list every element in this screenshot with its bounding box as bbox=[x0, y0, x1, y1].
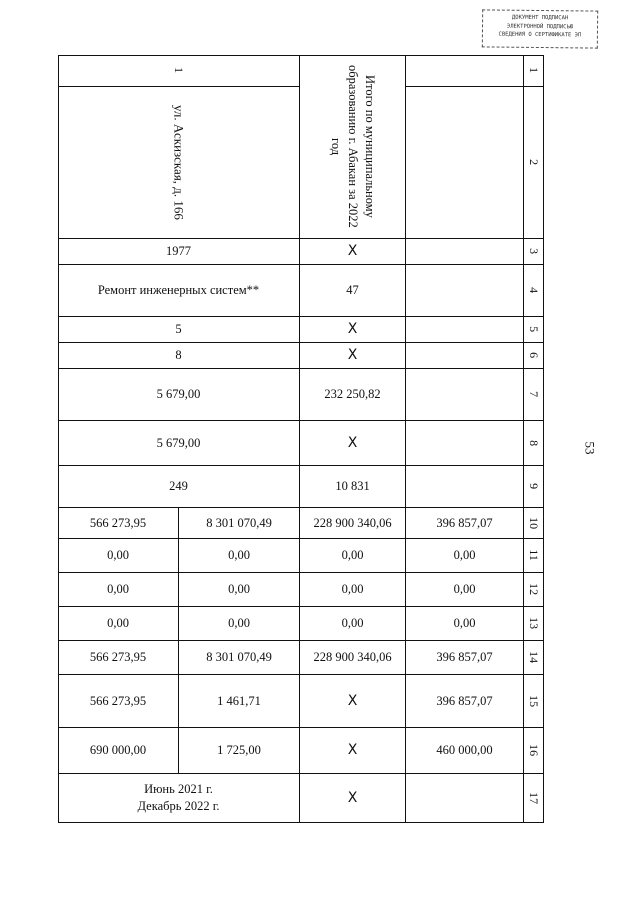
cell-extra: 460 000,00 bbox=[406, 728, 524, 774]
signature-stamp bbox=[482, 9, 598, 48]
cell-a: 690 000,00 bbox=[58, 728, 179, 774]
cell-a: 0,00 bbox=[58, 539, 179, 573]
cell-b: 1 725,00 bbox=[179, 728, 300, 774]
cell-a: 0,00 bbox=[58, 607, 179, 641]
cell-total: 0,00 bbox=[300, 573, 406, 607]
cell-address: 1977 bbox=[58, 239, 300, 265]
cell-total: X bbox=[300, 343, 406, 369]
cell-address: Июнь 2021 г. Декабрь 2022 г. bbox=[58, 774, 300, 823]
cell-address: 249 bbox=[58, 466, 300, 508]
row-index: 17 bbox=[524, 774, 544, 823]
cell-extra: 0,00 bbox=[406, 539, 524, 573]
cell-b: 0,00 bbox=[179, 539, 300, 573]
cell-total: 228 900 340,06 bbox=[300, 641, 406, 675]
cell-b: 0,00 bbox=[179, 607, 300, 641]
total-heading-cell bbox=[300, 55, 406, 239]
cell-address: 5 bbox=[58, 317, 300, 343]
cell-total: 228 900 340,06 bbox=[300, 508, 406, 539]
cell-a: 566 273,95 bbox=[58, 675, 179, 728]
data-table bbox=[58, 55, 544, 823]
cell-extra: 396 857,07 bbox=[406, 641, 524, 675]
cell-b: 0,00 bbox=[179, 573, 300, 607]
cell-extra: 0,00 bbox=[406, 607, 524, 641]
cell-extra bbox=[406, 343, 524, 369]
cell-total: 232 250,82 bbox=[300, 369, 406, 421]
row-index: 12 bbox=[524, 573, 544, 607]
header-extra-empty bbox=[406, 55, 524, 87]
cell-address: Ремонт инженерных систем** bbox=[58, 265, 300, 317]
cell-extra bbox=[406, 239, 524, 265]
cell-total: X bbox=[300, 317, 406, 343]
cell-total: 10 831 bbox=[300, 466, 406, 508]
row-index: 7 bbox=[524, 369, 544, 421]
cell-a: 0,00 bbox=[58, 573, 179, 607]
address-heading: ул. Аскизская, д. 166 bbox=[171, 105, 187, 220]
cell-a: 566 273,95 bbox=[58, 508, 179, 539]
row-index: 6 bbox=[524, 343, 544, 369]
cell-a: 566 273,95 bbox=[58, 641, 179, 675]
cell-extra bbox=[406, 774, 524, 823]
cell-b: 8 301 070,49 bbox=[179, 508, 300, 539]
stamp-line: ДОКУМЕНТ ПОДПИСАН bbox=[511, 14, 569, 22]
row-index: 4 bbox=[524, 265, 544, 317]
row-index: 15 bbox=[524, 675, 544, 728]
cell-extra: 396 857,07 bbox=[406, 508, 524, 539]
row-index: 14 bbox=[524, 641, 544, 675]
cell-address: 5 679,00 bbox=[58, 369, 300, 421]
row-index: 5 bbox=[524, 317, 544, 343]
cell-address: 8 bbox=[58, 343, 300, 369]
page-number: 53 bbox=[582, 441, 598, 455]
cell-extra bbox=[406, 466, 524, 508]
stamp-line: ЭЛЕКТРОННОЙ ПОДПИСЬЮ bbox=[506, 23, 574, 30]
row-index: 11 bbox=[524, 539, 544, 573]
cell-b: 8 301 070,49 bbox=[179, 641, 300, 675]
cell-extra bbox=[406, 265, 524, 317]
cell-total: 0,00 bbox=[300, 539, 406, 573]
row-index: 16 bbox=[524, 728, 544, 774]
row-index: 10 bbox=[524, 508, 544, 539]
cell-total: X bbox=[300, 728, 406, 774]
row-index: 8 bbox=[524, 421, 544, 466]
cell-b: 1 461,71 bbox=[179, 675, 300, 728]
cell-total: X bbox=[300, 675, 406, 728]
cell-extra: 396 857,07 bbox=[406, 675, 524, 728]
cell-total: 47 bbox=[300, 265, 406, 317]
cell-extra bbox=[406, 421, 524, 466]
cell-total: 0,00 bbox=[300, 607, 406, 641]
cell-address: 5 679,00 bbox=[58, 421, 300, 466]
cell-total: X bbox=[300, 421, 406, 466]
row-index: 1 bbox=[524, 55, 544, 87]
header-extra-empty bbox=[406, 87, 524, 239]
row-index: 2 bbox=[524, 87, 544, 239]
total-heading: Итого по муниципальному образованию г. Абакан за 2022 год bbox=[329, 65, 377, 228]
cell-extra bbox=[406, 317, 524, 343]
row-index: 13 bbox=[524, 607, 544, 641]
stamp-line: СВЕДЕНИЯ О СЕРТИФИКАТЕ ЭП bbox=[498, 31, 582, 39]
cell-total: X bbox=[300, 239, 406, 265]
header-col-number: 1 bbox=[58, 55, 300, 87]
row-index: 9 bbox=[524, 466, 544, 508]
cell-extra bbox=[406, 369, 524, 421]
cell-total: X bbox=[300, 774, 406, 823]
address-heading-cell bbox=[58, 87, 300, 239]
cell-extra: 0,00 bbox=[406, 573, 524, 607]
row-index: 3 bbox=[524, 239, 544, 265]
